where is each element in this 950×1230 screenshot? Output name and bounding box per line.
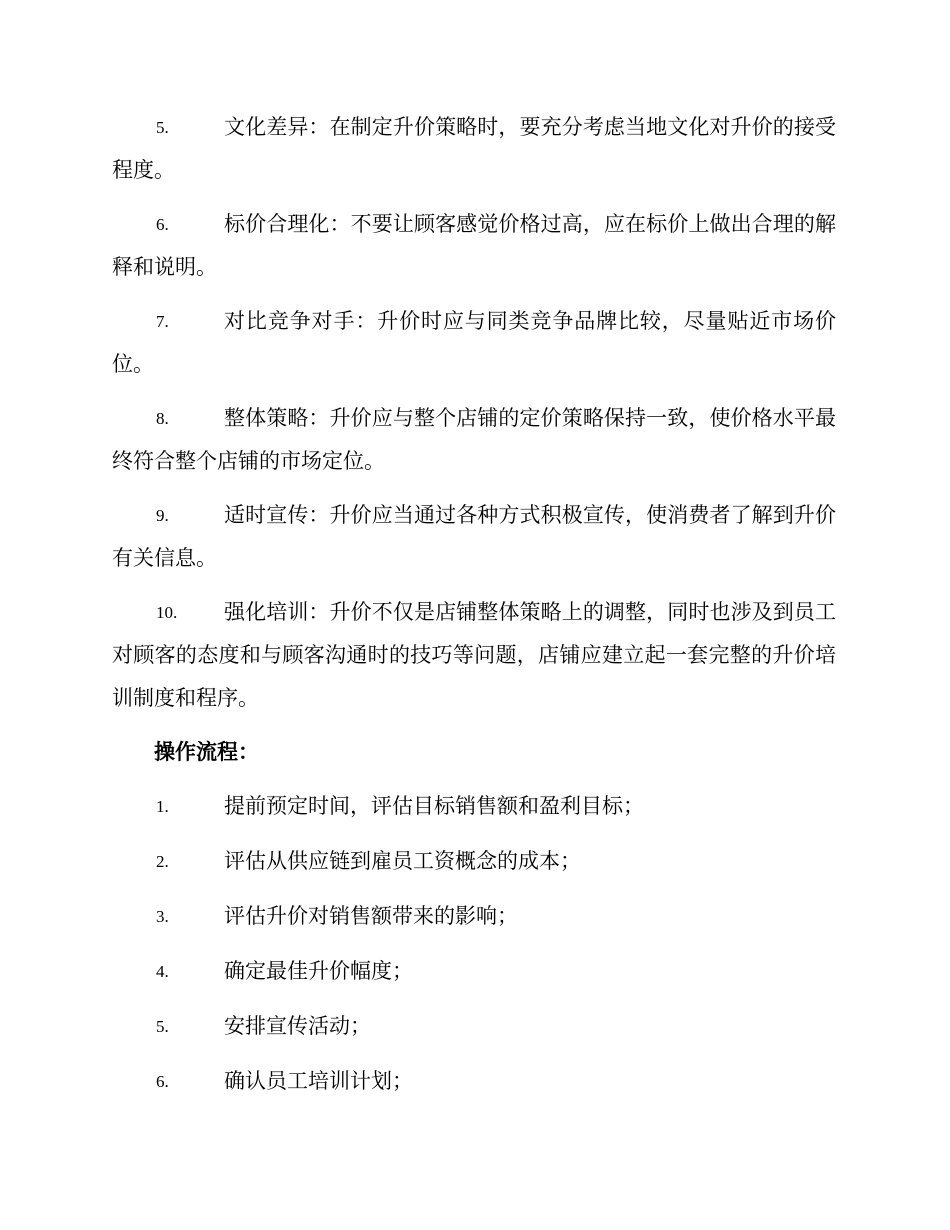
- item-text: 确定最佳升价幅度；: [224, 959, 413, 983]
- item-text: 评估升价对销售额带来的影响；: [224, 904, 518, 928]
- item-number: 2.: [156, 852, 169, 871]
- list-item: [112, 840, 836, 883]
- item-text: 安排宣传活动；: [224, 1014, 371, 1038]
- list-item: [112, 494, 836, 580]
- principles-list: [112, 106, 836, 720]
- item-text: 对比竞争对手：升价时应与同类竞争品牌比较，尽量贴近市场价位。: [112, 309, 836, 376]
- item-number: 3.: [156, 907, 169, 926]
- list-item: [112, 106, 836, 192]
- item-number: 7.: [156, 312, 169, 331]
- item-number: 5.: [156, 1017, 169, 1036]
- item-text: 确认员工培训计划；: [224, 1069, 413, 1093]
- list-item: [112, 895, 836, 938]
- list-item: [112, 397, 836, 483]
- item-text: 适时宣传：升价应当通过各种方式积极宣传，使消费者了解到升价有关信息。: [112, 503, 836, 570]
- item-number: 4.: [156, 962, 169, 981]
- item-number: 1.: [156, 797, 169, 816]
- item-text: 标价合理化：不要让顾客感觉价格过高，应在标价上做出合理的解释和说明。: [112, 212, 836, 279]
- item-text: 提前预定时间，评估目标销售额和盈利目标；: [224, 794, 644, 818]
- item-text: 评估从供应链到雇员工资概念的成本；: [224, 849, 581, 873]
- section-heading: 操作流程：: [154, 740, 259, 764]
- item-text: 强化培训：升价不仅是店铺整体策略上的调整，同时也涉及到员工对顾客的态度和与顾客沟通时的技巧等问题，店铺应建立起一套完整的升价培训制度和程序。: [112, 600, 836, 710]
- item-number: 6.: [156, 1072, 169, 1091]
- steps-list: [112, 785, 836, 1103]
- item-number: 9.: [156, 506, 169, 525]
- item-number: 8.: [156, 409, 169, 428]
- item-number: 5.: [156, 118, 169, 137]
- list-item: [112, 950, 836, 993]
- list-item: [112, 785, 836, 828]
- item-number: 6.: [156, 215, 169, 234]
- list-item: [112, 300, 836, 386]
- document-body: [112, 106, 836, 1115]
- list-item: [112, 203, 836, 289]
- item-text: 文化差异：在制定升价策略时，要充分考虑当地文化对升价的接受程度。: [112, 115, 836, 182]
- item-number: 10.: [156, 603, 178, 622]
- item-text: 整体策略：升价应与整个店铺的定价策略保持一致，使价格水平最终符合整个店铺的市场定位。: [112, 406, 836, 473]
- list-item: [112, 1060, 836, 1103]
- list-item: [112, 1005, 836, 1048]
- list-item: [112, 591, 836, 720]
